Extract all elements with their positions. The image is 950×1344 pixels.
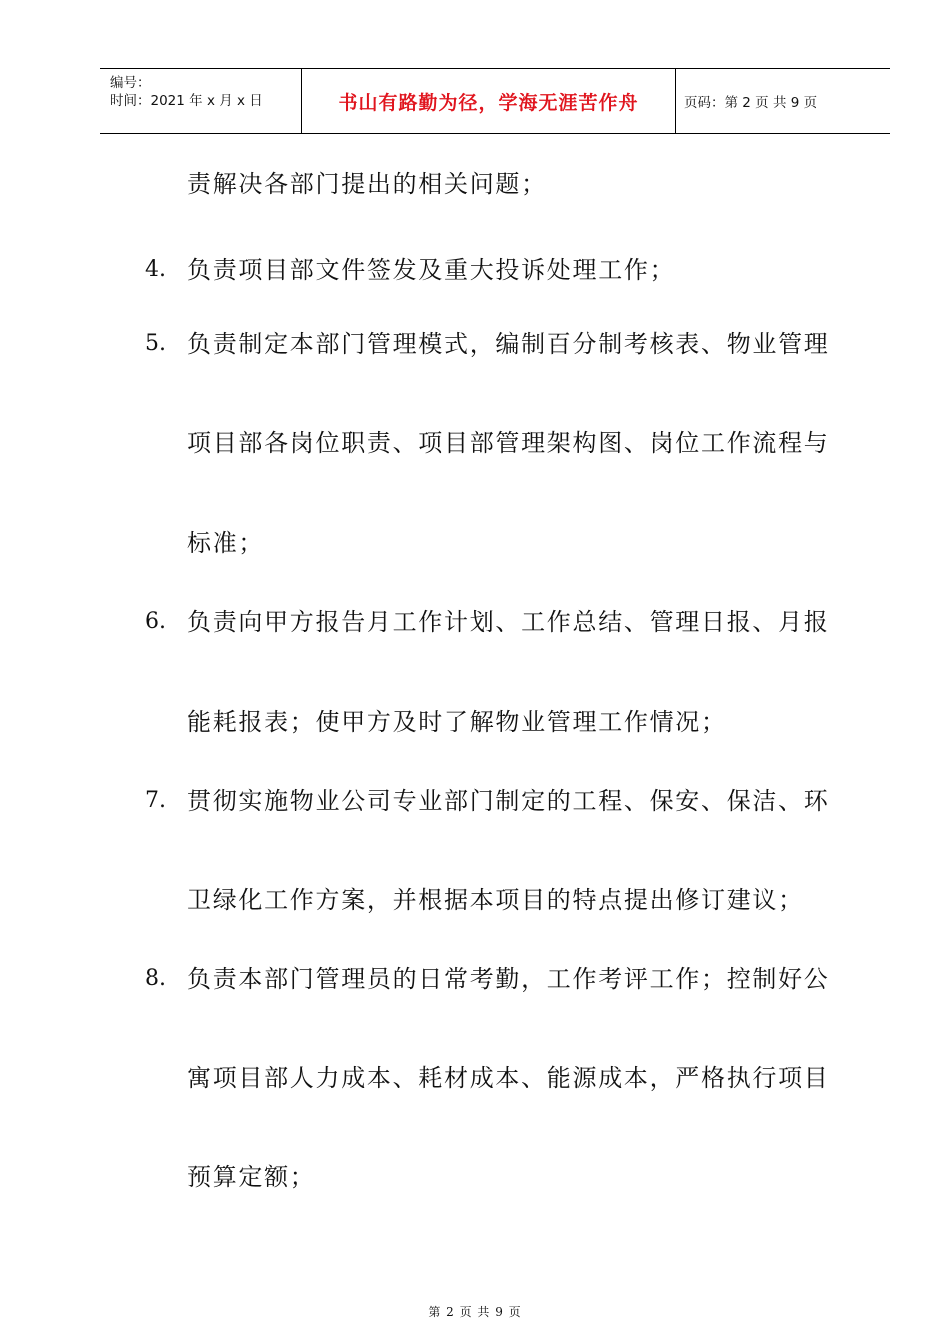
header-slogan: 书山有路勤为径，学海无涯苦作舟 [338,91,639,114]
paragraph-line: 负责本部门管理员的日常考勤，工作考评工作；控制好公 [187,965,830,993]
list-item-number: 4. [145,257,166,282]
header-meta [100,69,302,133]
paragraph-line: 项目部各岗位职责、项目部管理架构图、岗位工作流程与 [187,429,830,457]
document-date: 时间：2021 年 x 月 x 日 [110,93,263,109]
paragraph-line: 标准； [187,529,265,557]
document-code-label: 编号： [110,75,151,91]
list-item-number: 5. [145,331,166,356]
paragraph-line: 负责制定本部门管理模式，编制百分制考核表、物业管理 [187,330,830,358]
paragraph-line: 预算定额； [187,1163,316,1191]
list-item-number: 7. [145,788,166,813]
header-page-info: 页码：第 2 页 共 9 页 [684,95,818,111]
list-item-number: 6. [145,609,166,634]
paragraph-line: 寓项目部人力成本、耗材成本、能源成本，严格执行项目 [187,1064,830,1092]
header-slogan-cell [302,69,676,133]
paragraph-line: 贯彻实施物业公司专业部门制定的工程、保安、保洁、环 [187,787,830,815]
paragraph-line: 卫绿化工作方案，并根据本项目的特点提出修订建议； [187,886,804,914]
paragraph-line: 负责项目部文件签发及重大投诉处理工作； [187,256,676,284]
page-header [100,68,890,134]
list-item-number: 8. [145,966,166,991]
paragraph-line: 责解决各部门提出的相关问题； [187,170,547,198]
paragraph-line: 负责向甲方报告月工作计划、工作总结、管理日报、月报 [187,608,830,636]
paragraph-line: 能耗报表；使甲方及时了解物业管理工作情况； [187,708,727,736]
page-footer: 第 2 页 共 9 页 [428,1305,522,1319]
